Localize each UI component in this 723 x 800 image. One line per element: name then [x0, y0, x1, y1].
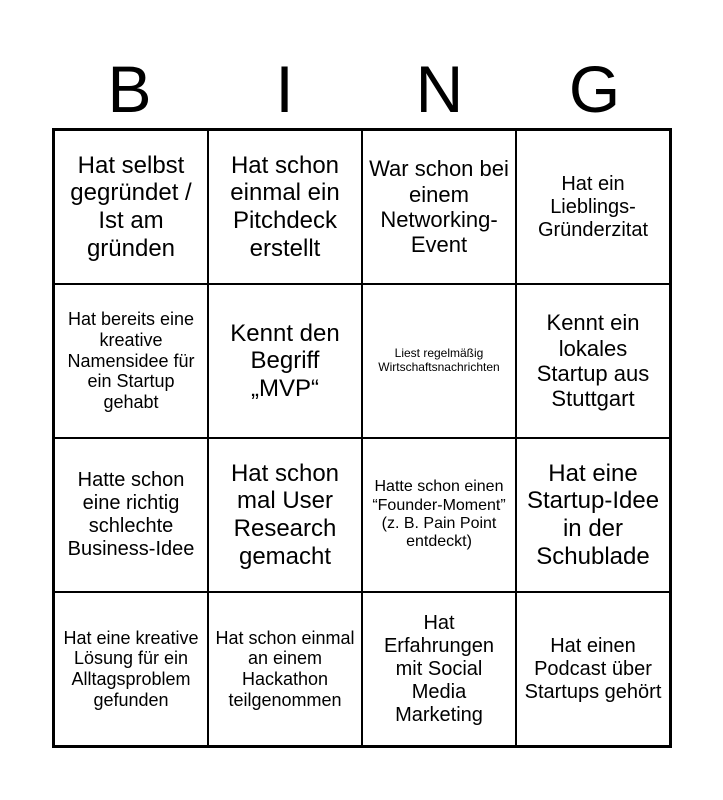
header-letter-i: I	[275, 52, 294, 126]
bingo-cell[interactable]: Hat eine Startup-Idee in der Schublade	[516, 438, 670, 592]
bingo-cell[interactable]: Hat ein Lieblings-Gründerzitat	[516, 130, 670, 284]
bingo-cell[interactable]: Hat eine kreative Lösung für ein Alltagsproblem gefunden	[54, 592, 208, 746]
bingo-cell[interactable]: War schon bei einem Networking-Event	[362, 130, 516, 284]
bingo-cell[interactable]: Hat schon einmal ein Pitchdeck erstellt	[208, 130, 362, 284]
bingo-cell[interactable]: Hatte schon eine richtig schlechte Business-Idee	[54, 438, 208, 592]
bingo-cell[interactable]: Hat Erfahrungen mit Social Media Marketing	[362, 592, 516, 746]
header-letter-g: G	[568, 52, 621, 126]
bingo-cell[interactable]: Kennt ein lokales Startup aus Stuttgart	[516, 284, 670, 438]
bingo-board	[52, 128, 672, 748]
header-letter-n: N	[415, 52, 464, 126]
bingo-header	[52, 50, 672, 128]
bingo-cell[interactable]: Liest regelmäßig Wirtschaftsnachrichten	[362, 284, 516, 438]
bingo-cell[interactable]: Hat selbst gegründet / Ist am gründen	[54, 130, 208, 284]
bingo-cell[interactable]: Hat schon einmal an einem Hackathon teilgenommen	[208, 592, 362, 746]
bingo-cell[interactable]: Kennt den Begriff „MVP“	[208, 284, 362, 438]
bingo-cell[interactable]: Hat bereits eine kreative Namensidee für ein Startup gehabt	[54, 284, 208, 438]
header-letter-b: B	[107, 52, 152, 126]
bingo-cell[interactable]: Hatte schon einen “Founder-Moment” (z. B. Pain Point entdeckt)	[362, 438, 516, 592]
bingo-cell[interactable]: Hat schon mal User Research gemacht	[208, 438, 362, 592]
bingo-cell[interactable]: Hat einen Podcast über Startups gehört	[516, 592, 670, 746]
